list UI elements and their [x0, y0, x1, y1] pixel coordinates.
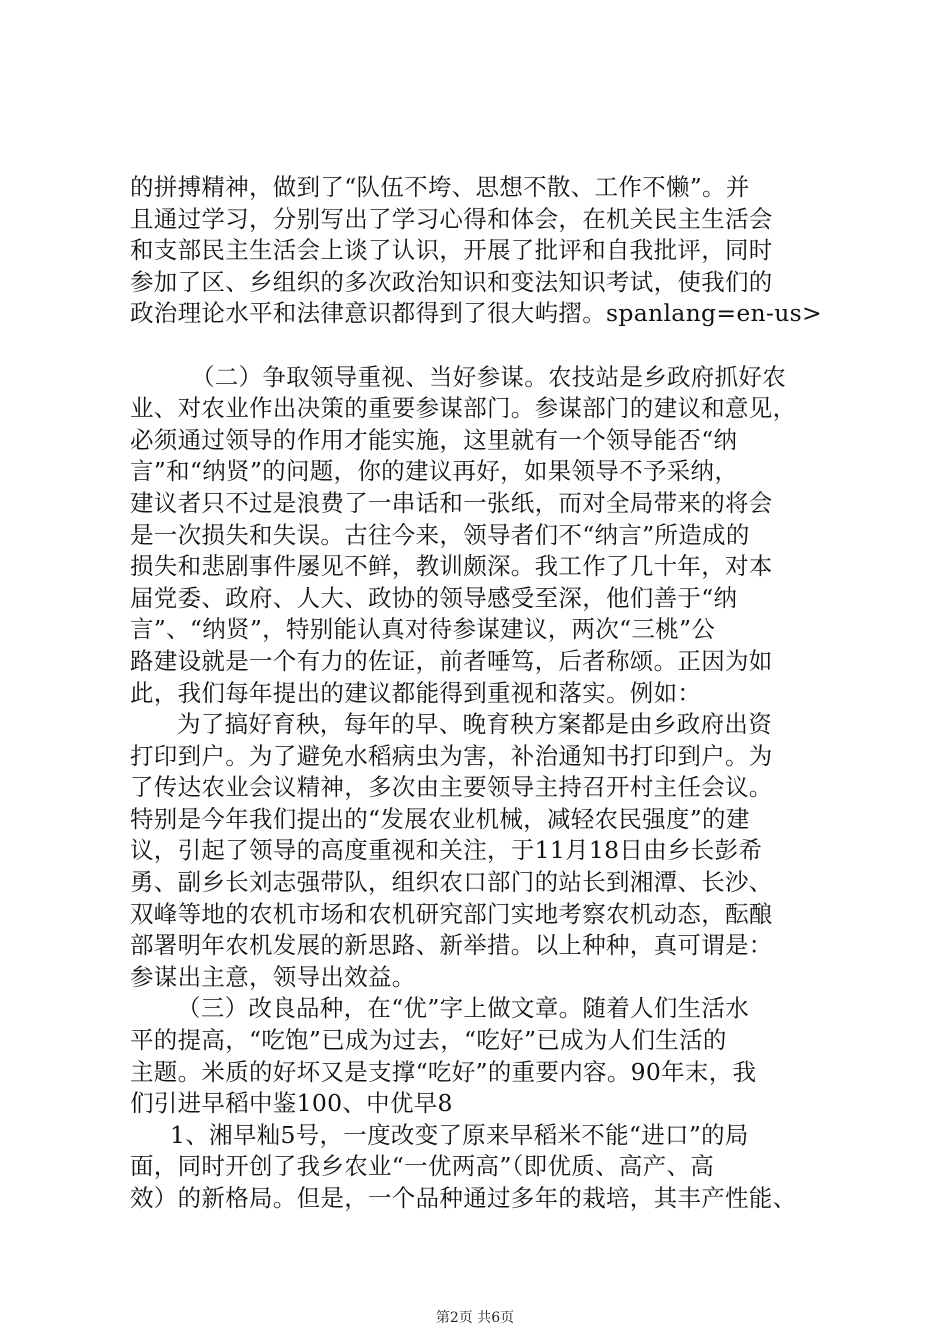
- text-line: 议，引起了领导的高度重视和关注，于11月18日由乡长彭希: [130, 836, 763, 865]
- text-line: 为了搞好育秧，每年的早、晚育秧方案都是由乡政府出资: [177, 710, 772, 739]
- text-line: （二）争取领导重视、当好参谋。农技站是乡政府抓好农: [191, 362, 786, 391]
- text-line: 面，同时开创了我乡农业“一优两高”（即优质、高产、高: [130, 1152, 715, 1181]
- text-line: 的拼搏精神，做到了“队伍不垮、思想不散、工作不懒”。并: [130, 173, 750, 201]
- paragraph-3: [130, 709, 830, 993]
- paragraph-2: [130, 362, 830, 710]
- text-line: 业、对农业作出决策的重要参谋部门。参谋部门的建议和意见，: [130, 394, 797, 423]
- paragraph-5: [130, 1120, 830, 1215]
- text-line: 届党委、政府、人大、政协的领导感受至深，他们善于“纳: [130, 583, 738, 612]
- text-line: 损失和悲剧事件屡见不鲜，教训颇深。我工作了几十年，对本: [130, 552, 773, 581]
- text-line: 建议者只不过是浪费了一串话和一张纸，而对全局带来的将会: [130, 488, 773, 517]
- text-line: 必须通过领导的作用才能实施，这里就有一个领导能否“纳: [130, 425, 738, 454]
- text-line: 双峰等地的农机市场和农机研究部门实地考察农机动态，酝酿: [130, 899, 773, 928]
- text-line: 言”和“纳贤”的问题，你的建议再好，如果领导不予采纳，: [130, 457, 739, 486]
- text-line: 平的提高，“吃饱”已成为过去，“吃好”已成为人们生活的: [130, 1026, 727, 1055]
- text-line: （三）改良品种，在“优”字上做文章。随着人们生活水: [177, 994, 750, 1023]
- text-line: 参加了区、乡组织的多次政治知识和变法知识考试，使我们的: [130, 267, 773, 296]
- text-line: 是一次损失和失误。古往今来，领导者们不“纳言”所造成的: [130, 520, 750, 549]
- paragraph-gap: [130, 330, 830, 362]
- text-line: 和支部民主生活会上谈了认识，开展了批评和自我批评，同时: [130, 236, 773, 265]
- paragraph-1: [130, 172, 830, 330]
- text-line: 参谋出主意，领导出效益。: [130, 962, 416, 991]
- text-line: 政治理论水平和法律意识都得到了很大屿摺。spanlang=en-us>: [130, 299, 823, 328]
- text-line: 主题。米质的好坏又是支撑“吃好”的重要内容。90年末，我: [130, 1057, 757, 1086]
- text-line: 们引进早稻中鉴100、中优早8: [130, 1089, 453, 1118]
- paragraph-4: [130, 993, 830, 1119]
- text-line: 且通过学习，分别写出了学习心得和体会，在机关民主生活会: [130, 204, 773, 233]
- text-line: 打印到户。为了避免水稻病虫为害，补治通知书打印到户。为: [130, 741, 773, 770]
- text-line: 1、湘早籼5号，一度改变了原来早稻米不能“进口”的局: [170, 1120, 749, 1149]
- text-line: 特别是今年我们提出的“发展农业机械，减轻农民强度”的建: [130, 804, 750, 833]
- body-text: [130, 172, 830, 1215]
- text-line: 了传达农业会议精神，多次由主要领导主持召开村主任会议。: [130, 773, 773, 802]
- text-line: 言”、“纳贤”，特别能认真对待参谋建议，两次“三桃”公: [130, 615, 716, 644]
- text-line: 勇、副乡长刘志强带队，组织农口部门的站长到湘潭、长沙、: [130, 868, 773, 897]
- text-line: 路建设就是一个有力的佐证，前者唾笃，后者称颂。正因为如: [130, 646, 773, 675]
- text-line: 效）的新格局。但是，一个品种通过多年的栽培，其丰产性能、: [130, 1184, 797, 1212]
- text-line: 部署明年农机发展的新思路、新举措。以上种种，真可谓是：: [130, 931, 773, 960]
- text-line: 此，我们每年提出的建议都能得到重视和落实。例如：: [130, 678, 702, 707]
- page-number-footer: 第2页 共6页: [435, 1310, 515, 1326]
